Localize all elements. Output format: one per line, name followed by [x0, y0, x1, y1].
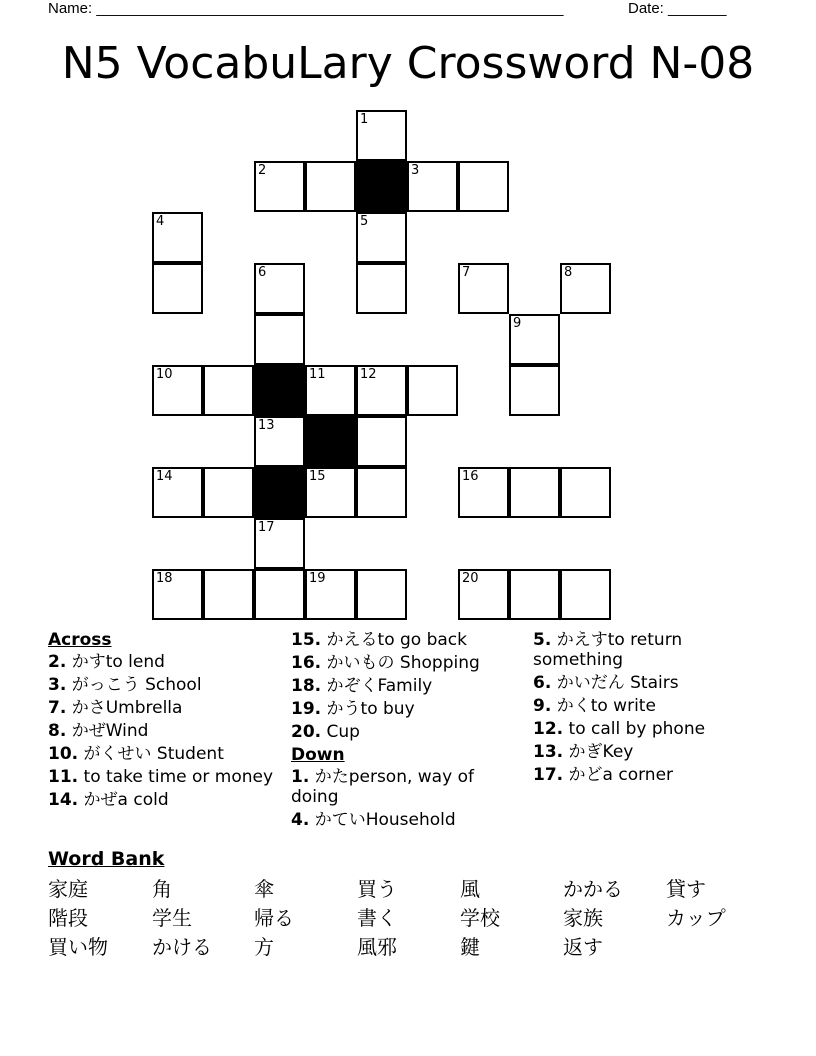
cell-number: 9 [513, 316, 522, 331]
word-bank-item: 買う [357, 877, 397, 901]
clue-item: 4. かていHousehold [291, 810, 456, 830]
cell-number: 3 [411, 163, 420, 178]
grid-cell[interactable] [407, 365, 458, 416]
grid-cell[interactable] [254, 518, 305, 569]
cell-number: 5 [360, 214, 369, 229]
grid-cell[interactable] [305, 161, 356, 212]
clue-item: 11. to take time or money [48, 767, 274, 787]
grid-cell[interactable] [254, 314, 305, 365]
word-bank-item: 傘 [254, 877, 274, 901]
word-bank-row [48, 931, 768, 960]
grid-cell[interactable] [152, 212, 203, 263]
grid-cell[interactable] [305, 467, 356, 518]
grid-cell[interactable] [356, 263, 407, 314]
clue-item: 14. かぜa cold [48, 790, 169, 810]
cell-number: 7 [462, 265, 471, 280]
grid-cell[interactable] [560, 263, 611, 314]
cell-number: 4 [156, 214, 165, 229]
word-bank-item: 貸す [666, 877, 706, 901]
blocked-cell [254, 365, 305, 416]
clues-column-3 [533, 630, 773, 788]
cell-number: 20 [462, 571, 479, 586]
cell-number: 15 [309, 469, 326, 484]
grid-cell[interactable] [356, 212, 407, 263]
page-title: N5 VocabuLary Crossword N-08 [61, 38, 755, 89]
grid-cell[interactable] [509, 569, 560, 620]
across-heading: Across [48, 630, 112, 650]
clue-item: 12. to call by phone [533, 719, 706, 739]
clue-item: 7. かさUmbrella [48, 698, 183, 718]
clue-item: 18. かぞくFamily [291, 676, 433, 696]
grid-cell[interactable] [254, 263, 305, 314]
grid-cell[interactable] [152, 467, 203, 518]
word-bank-item: 帰る [254, 906, 294, 930]
clue-item: 6. かいだん Stairs [533, 673, 679, 693]
clue-item: 1. かたperson, way of doing [291, 767, 474, 807]
grid-cell[interactable] [203, 569, 254, 620]
word-bank-item: 角 [152, 877, 172, 901]
grid-cell[interactable] [152, 263, 203, 314]
word-bank-row [48, 873, 768, 902]
blocked-cell [356, 161, 407, 212]
grid-cell[interactable] [152, 569, 203, 620]
grid-cell[interactable] [254, 569, 305, 620]
cell-number: 1 [360, 112, 369, 127]
word-bank-item: 階段 [48, 906, 88, 930]
down-heading: Down [291, 745, 345, 765]
clue-item: 20. Cup [291, 722, 360, 742]
grid-cell[interactable] [509, 467, 560, 518]
word-bank-item: かかる [563, 877, 623, 901]
grid-cell[interactable] [458, 569, 509, 620]
grid-cell[interactable] [203, 365, 254, 416]
clues-column-1 [48, 630, 278, 813]
grid-cell[interactable] [560, 467, 611, 518]
word-bank-item: 風邪 [357, 935, 397, 959]
grid-cell[interactable] [254, 161, 305, 212]
grid-cell[interactable] [305, 365, 356, 416]
cell-number: 13 [258, 418, 275, 433]
clue-item: 10. がくせい Student [48, 744, 224, 764]
word-bank-item: 風 [460, 877, 480, 901]
clues-column-2 [291, 630, 521, 833]
word-bank-item: 家族 [563, 906, 603, 930]
cell-number: 17 [258, 520, 275, 535]
grid-cell[interactable] [509, 365, 560, 416]
clue-item: 13. かぎKey [533, 742, 634, 762]
grid-cell[interactable] [152, 365, 203, 416]
grid-cell[interactable] [458, 161, 509, 212]
grid-cell[interactable] [305, 569, 356, 620]
word-bank-item: カップ [666, 906, 726, 930]
grid-cell[interactable] [203, 467, 254, 518]
clue-item: 5. かえすto return something [533, 630, 683, 670]
grid-cell[interactable] [560, 569, 611, 620]
cell-number: 19 [309, 571, 326, 586]
word-bank-heading: Word Bank [48, 848, 165, 870]
cell-number: 2 [258, 163, 267, 178]
cell-number: 12 [360, 367, 377, 382]
cell-number: 10 [156, 367, 173, 382]
word-bank-item: 学校 [460, 906, 500, 930]
word-bank-item: 鍵 [460, 935, 480, 959]
grid-cell[interactable] [356, 467, 407, 518]
date-field-label: Date: _______ [628, 0, 727, 17]
clue-item: 15. かえるto go back [291, 630, 467, 650]
grid-cell[interactable] [509, 314, 560, 365]
word-bank-item: 学生 [152, 906, 192, 930]
word-bank-item: 書く [357, 906, 397, 930]
grid-cell[interactable] [254, 416, 305, 467]
cell-number: 16 [462, 469, 479, 484]
grid-cell[interactable] [356, 416, 407, 467]
word-bank-item: 方 [254, 935, 274, 959]
word-bank-row [48, 902, 768, 931]
cell-number: 6 [258, 265, 267, 280]
grid-cell[interactable] [356, 569, 407, 620]
word-bank-item: かける [152, 935, 212, 959]
grid-cell[interactable] [356, 365, 407, 416]
grid-cell[interactable] [356, 110, 407, 161]
grid-cell[interactable] [407, 161, 458, 212]
word-bank-item: 買い物 [48, 935, 108, 959]
word-bank [48, 873, 768, 960]
cell-number: 8 [564, 265, 573, 280]
clue-item: 3. がっこう School [48, 675, 202, 695]
blocked-cell [254, 467, 305, 518]
word-bank-item: 返す [563, 935, 603, 959]
cell-number: 14 [156, 469, 173, 484]
grid-cell[interactable] [458, 263, 509, 314]
clue-item: 8. かぜWind [48, 721, 149, 741]
clue-item: 17. かどa corner [533, 765, 674, 785]
cell-number: 11 [309, 367, 326, 382]
blocked-cell [305, 416, 356, 467]
name-field-label: Name: ________________________________________________________ [48, 0, 564, 17]
word-bank-item: 家庭 [48, 877, 88, 901]
clue-item: 9. かくto write [533, 696, 656, 716]
clue-item: 16. かいもの Shopping [291, 653, 480, 673]
clue-item: 19. かうto buy [291, 699, 415, 719]
cell-number: 18 [156, 571, 173, 586]
clue-item: 2. かすto lend [48, 652, 165, 672]
grid-cell[interactable] [458, 467, 509, 518]
